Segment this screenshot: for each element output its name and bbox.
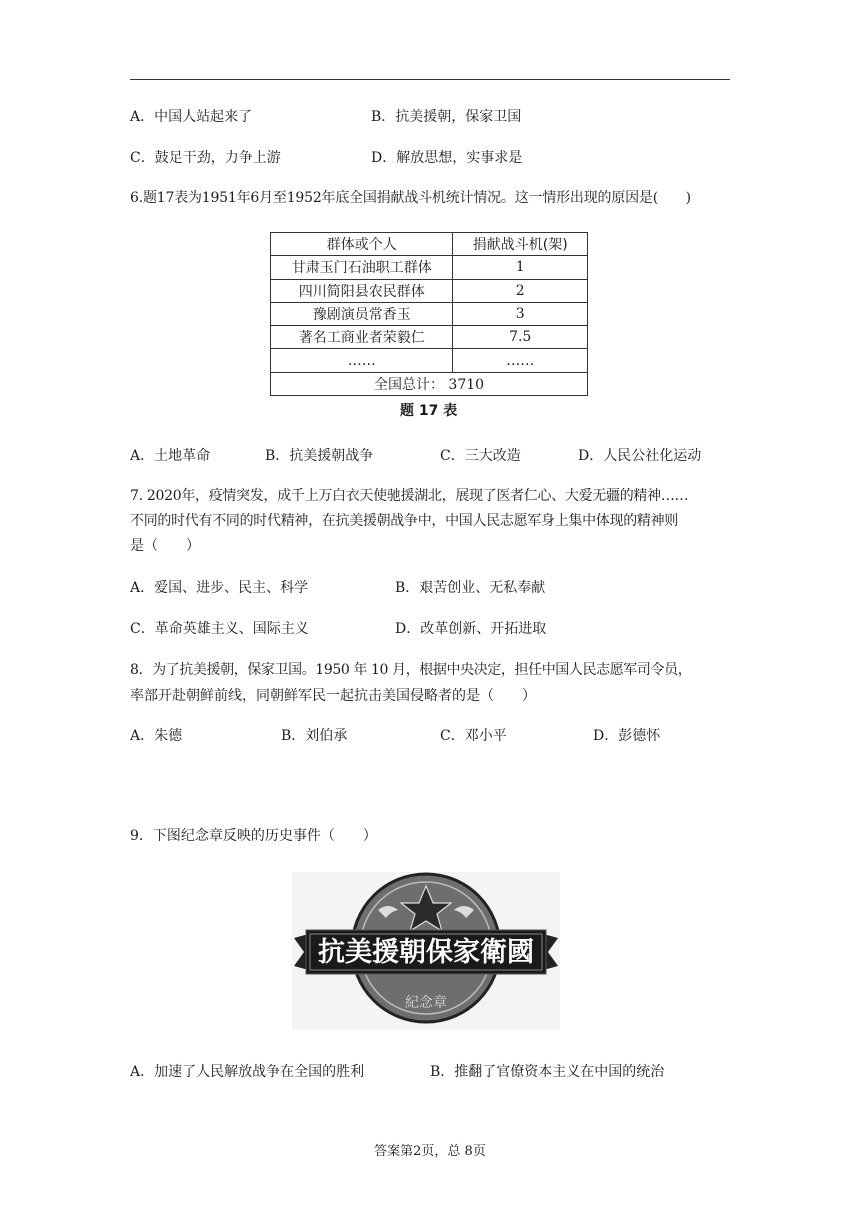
table-cell: 3 bbox=[453, 302, 588, 325]
badge-subtitle: 紀念章 bbox=[405, 995, 447, 1011]
table-cell: …… bbox=[271, 349, 453, 372]
q7-stem-line-2: 不同的时代有不同的时代精神，在抗美援朝战争中，中国人民志愿军身上集中体现的精神则 bbox=[130, 513, 678, 529]
q7-option-c: C．革命英雄主义、国际主义 bbox=[130, 621, 309, 637]
q9-option-a: A．加速了人民解放战争在全国的胜利 bbox=[130, 1064, 365, 1080]
q7-stem-line-3: 是（ ） bbox=[130, 538, 200, 554]
table-row bbox=[271, 302, 588, 325]
total-label: 全国总计： bbox=[373, 376, 444, 393]
q8-option-a: A．朱德 bbox=[130, 728, 183, 744]
table-header-cell: 群体或个人 bbox=[271, 233, 453, 256]
table-row bbox=[271, 349, 588, 372]
table-cell: 著名工商业者荣毅仁 bbox=[271, 326, 453, 349]
table-row bbox=[271, 279, 588, 302]
badge-title: 抗美援朝保家衛國 bbox=[318, 937, 534, 968]
table-row bbox=[271, 256, 588, 279]
q5-option-b: B．抗美援朝，保家卫国 bbox=[371, 109, 522, 125]
donation-table bbox=[270, 232, 588, 396]
table-cell: 豫剧演员常香玉 bbox=[271, 302, 453, 325]
q5-option-a: A．中国人站起来了 bbox=[130, 109, 253, 125]
table-row bbox=[271, 326, 588, 349]
q6-stem: 6.题17表为1951年6月至1952年底全国捐献战斗机统计情况。这一情形出现的原因是( ) bbox=[130, 190, 691, 206]
total-value: 3710 bbox=[448, 376, 485, 393]
q6-option-b: B．抗美援朝战争 bbox=[265, 448, 374, 464]
table-cell: 甘肃玉门石油职工群体 bbox=[271, 256, 453, 279]
table-cell: 四川简阳县农民群体 bbox=[271, 279, 453, 302]
page-footer: 答案第2页，总 8页 bbox=[374, 1144, 486, 1159]
table-total-cell bbox=[271, 372, 588, 395]
q8-option-d: D．彭德怀 bbox=[593, 728, 661, 744]
q6-option-c: C．三大改造 bbox=[440, 448, 521, 464]
q5-option-d: D．解放思想，实事求是 bbox=[371, 150, 523, 166]
q8-stem-line-2: 率部开赴朝鲜前线，同朝鲜军民一起抗击美国侵略者的是（ ） bbox=[130, 688, 536, 704]
q7-stem-line-1: 7. 2020年，疫情突发，成千上万白衣天使驰援湖北，展现了医者仁心、大爱无疆的精神…… bbox=[130, 488, 689, 504]
table-header-cell: 捐献战斗机(架) bbox=[453, 233, 588, 256]
table-cell: …… bbox=[453, 349, 588, 372]
q7-option-a: A．爱国、进步、民主、科学 bbox=[130, 580, 309, 596]
q8-option-c: C．邓小平 bbox=[440, 728, 507, 744]
q8-option-b: B．刘伯承 bbox=[281, 728, 348, 744]
q5-option-c: C．鼓足干劲，力争上游 bbox=[130, 150, 281, 166]
commemorative-badge-image bbox=[292, 872, 560, 1030]
q7-option-d: D．改革创新、开拓进取 bbox=[395, 621, 547, 637]
table-total-row bbox=[271, 372, 588, 395]
q8-stem-line-1: 8．为了抗美援朝，保家卫国。1950 年 10 月，根据中央决定，担任中国人民志愿军司令员， bbox=[130, 662, 692, 678]
q6-option-a: A．土地革命 bbox=[130, 448, 211, 464]
q7-option-b: B．艰苦创业、无私奉献 bbox=[395, 580, 546, 596]
table-cell: 7.5 bbox=[453, 326, 588, 349]
q6-option-d: D．人民公社化运动 bbox=[578, 448, 702, 464]
table-cell: 2 bbox=[453, 279, 588, 302]
table-caption: 题 17 表 bbox=[400, 403, 458, 419]
table-cell: 1 bbox=[453, 256, 588, 279]
q9-option-b: B．推翻了官僚资本主义在中国的统治 bbox=[430, 1064, 665, 1080]
table-header-row bbox=[271, 233, 588, 256]
header-rule bbox=[130, 79, 730, 80]
q9-stem: 9．下图纪念章反映的历史事件（ ） bbox=[130, 828, 377, 844]
